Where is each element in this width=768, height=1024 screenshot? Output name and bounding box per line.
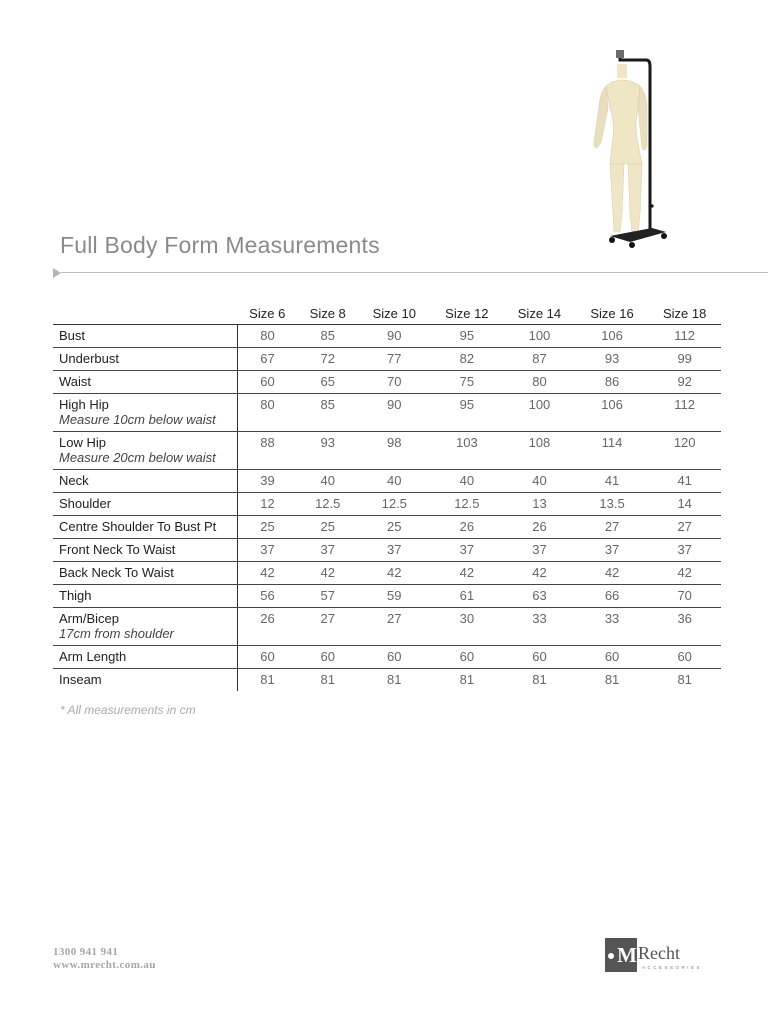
table-cell: 13: [503, 493, 576, 516]
table-cell: 112: [648, 325, 721, 348]
row-label-cell: [53, 585, 237, 608]
row-label: Arm Length: [59, 649, 127, 664]
row-label-cell: [53, 371, 237, 394]
logo-mark-letter: M: [617, 943, 637, 967]
table-cell: 40: [503, 470, 576, 493]
row-label: Neck: [59, 473, 89, 488]
row-label-cell: [53, 646, 237, 669]
table-cell: 100: [503, 394, 576, 432]
row-label-cell: [53, 516, 237, 539]
table-cell: 37: [431, 539, 504, 562]
table-row: [53, 539, 721, 562]
row-label: High Hip: [59, 397, 109, 412]
row-label-cell: [53, 348, 237, 371]
row-note: Measure 10cm below waist: [59, 412, 216, 427]
table-row: [53, 325, 721, 348]
units-footnote: * All measurements in cm: [60, 703, 196, 717]
table-cell: 26: [503, 516, 576, 539]
table-row: [53, 432, 721, 470]
table-cell: 120: [648, 432, 721, 470]
table-cell: 90: [358, 394, 431, 432]
table-cell: 95: [431, 325, 504, 348]
row-label-cell: [53, 493, 237, 516]
table-cell: 70: [358, 371, 431, 394]
table-cell: 106: [576, 394, 649, 432]
table-cell: 72: [297, 348, 357, 371]
header-corner: [53, 302, 237, 325]
table-cell: 37: [358, 539, 431, 562]
row-note: Measure 20cm below waist: [59, 450, 216, 465]
table-cell: 37: [237, 539, 297, 562]
column-header: Size 6: [237, 302, 297, 325]
column-header: Size 14: [503, 302, 576, 325]
table-cell: 40: [431, 470, 504, 493]
brand-logo: [605, 938, 730, 972]
table-cell: 40: [297, 470, 357, 493]
table-cell: 27: [358, 608, 431, 646]
table-row: [53, 669, 721, 692]
table-cell: 36: [648, 608, 721, 646]
table-cell: 26: [431, 516, 504, 539]
table-row: [53, 562, 721, 585]
column-header: Size 18: [648, 302, 721, 325]
table-cell: 112: [648, 394, 721, 432]
table-row: [53, 394, 721, 432]
table-cell: 82: [431, 348, 504, 371]
website-url: www.mrecht.com.au: [53, 959, 156, 971]
table-cell: 33: [576, 608, 649, 646]
table-cell: 60: [237, 371, 297, 394]
table-cell: 60: [431, 646, 504, 669]
table-cell: 103: [431, 432, 504, 470]
row-label: Bust: [59, 328, 86, 343]
table-cell: 12: [237, 493, 297, 516]
row-label: Centre Shoulder To Bust Pt: [59, 519, 217, 534]
table-cell: 42: [297, 562, 357, 585]
table-row: [53, 646, 721, 669]
table-cell: 65: [297, 371, 357, 394]
table-cell: 114: [576, 432, 649, 470]
table-cell: 42: [503, 562, 576, 585]
table-cell: 25: [358, 516, 431, 539]
title-rule: [61, 272, 768, 273]
table-cell: 27: [576, 516, 649, 539]
table-cell: 108: [503, 432, 576, 470]
column-header: Size 12: [431, 302, 504, 325]
table-cell: 37: [297, 539, 357, 562]
table-cell: 41: [648, 470, 721, 493]
table-cell: 60: [503, 646, 576, 669]
page-title: Full Body Form Measurements: [60, 232, 380, 258]
table-row: [53, 516, 721, 539]
row-label: Front Neck To Waist: [59, 542, 176, 557]
table-cell: 26: [237, 608, 297, 646]
logo-name: Recht: [638, 943, 680, 963]
table-cell: 75: [431, 371, 504, 394]
row-label-cell: [53, 432, 237, 470]
table-cell: 14: [648, 493, 721, 516]
table-cell: 60: [576, 646, 649, 669]
phone-number: 1300 941 941: [53, 946, 119, 958]
logo-dot-icon: [608, 953, 614, 959]
row-label-cell: [53, 562, 237, 585]
table-cell: 59: [358, 585, 431, 608]
row-label-cell: [53, 539, 237, 562]
table-cell: 56: [237, 585, 297, 608]
row-label: Low Hip: [59, 435, 106, 450]
row-label: Waist: [59, 374, 92, 389]
table-cell: 100: [503, 325, 576, 348]
table-row: [53, 585, 721, 608]
table-row: [53, 348, 721, 371]
table-cell: 99: [648, 348, 721, 371]
table-cell: 81: [677, 672, 692, 687]
row-note: 17cm from shoulder: [59, 626, 174, 641]
row-label: Inseam: [59, 672, 102, 687]
row-label-cell: [53, 669, 237, 692]
table-cell: 27: [297, 608, 357, 646]
table-cell: 42: [648, 562, 721, 585]
table-cell: 25: [237, 516, 297, 539]
table-cell: 90: [358, 325, 431, 348]
table-row: [53, 608, 721, 646]
table-cell: 92: [648, 371, 721, 394]
column-header: Size 8: [297, 302, 357, 325]
table-row: [53, 493, 721, 516]
table-cell: 37: [503, 539, 576, 562]
table-cell: 60: [297, 646, 357, 669]
table-cell: 88: [237, 432, 297, 470]
row-label-cell: [53, 394, 237, 432]
table-cell: 63: [503, 585, 576, 608]
table-body: [53, 325, 721, 692]
table-cell: 33: [503, 608, 576, 646]
table-cell: 39: [237, 470, 297, 493]
table-cell: 13.5: [576, 493, 649, 516]
table-cell: 81: [459, 672, 475, 687]
row-label-cell: [53, 325, 237, 348]
row-label: Arm/Bicep: [59, 611, 119, 626]
table-cell: 81: [320, 672, 335, 687]
logo-subtitle: ACCESSORIES: [642, 965, 703, 970]
table-cell: 12.5: [431, 493, 504, 516]
table-cell: 81: [387, 672, 402, 687]
table-cell: 80: [503, 371, 576, 394]
measurements-table: [53, 302, 721, 691]
table-cell: 85: [297, 325, 357, 348]
column-header: Size 16: [576, 302, 649, 325]
table-cell: 61: [431, 585, 504, 608]
dress-form-mannequin-image: [580, 44, 680, 254]
table-cell: 70: [648, 585, 721, 608]
table-cell: 41: [576, 470, 649, 493]
table-cell: 106: [576, 325, 649, 348]
table-cell: 12.5: [297, 493, 357, 516]
table-cell: 85: [297, 394, 357, 432]
table-cell: 27: [648, 516, 721, 539]
table-cell: 42: [576, 562, 649, 585]
table-cell: 67: [237, 348, 297, 371]
row-label: Thigh: [59, 588, 92, 603]
table-cell: 12.5: [358, 493, 431, 516]
table-cell: 42: [431, 562, 504, 585]
table-cell: 93: [576, 348, 649, 371]
rule-arrow-icon: [53, 268, 61, 278]
table-cell: 30: [431, 608, 504, 646]
table-cell: 57: [297, 585, 357, 608]
row-label-cell: [53, 608, 237, 646]
table-cell: 37: [648, 539, 721, 562]
table-row: [53, 371, 721, 394]
table-cell: 40: [358, 470, 431, 493]
logo-mark: [605, 938, 637, 972]
table-cell: 86: [576, 371, 649, 394]
table-cell: 66: [576, 585, 649, 608]
row-label: Underbust: [59, 351, 119, 366]
table-cell: 81: [604, 672, 620, 687]
table-cell: 80: [237, 394, 297, 432]
row-label: Back Neck To Waist: [59, 565, 174, 580]
table-cell: 77: [358, 348, 431, 371]
table-row: [53, 470, 721, 493]
table-cell: 93: [297, 432, 357, 470]
table-cell: 98: [358, 432, 431, 470]
column-header: Size 10: [358, 302, 431, 325]
table-cell: 87: [503, 348, 576, 371]
table-cell: 60: [648, 646, 721, 669]
table-cell: 42: [358, 562, 431, 585]
table-cell: 80: [237, 325, 297, 348]
row-label: Shoulder: [59, 496, 112, 511]
table-cell: 60: [358, 646, 431, 669]
table-cell: 81: [260, 672, 275, 687]
contact-info: [53, 946, 156, 972]
table-cell: 25: [297, 516, 357, 539]
table-cell: 37: [576, 539, 649, 562]
row-label-cell: [53, 470, 237, 493]
table-cell: 95: [431, 394, 504, 432]
table-cell: 42: [237, 562, 297, 585]
table-cell: 60: [237, 646, 297, 669]
table-cell: 81: [532, 672, 547, 687]
table-header-row: [53, 302, 721, 325]
